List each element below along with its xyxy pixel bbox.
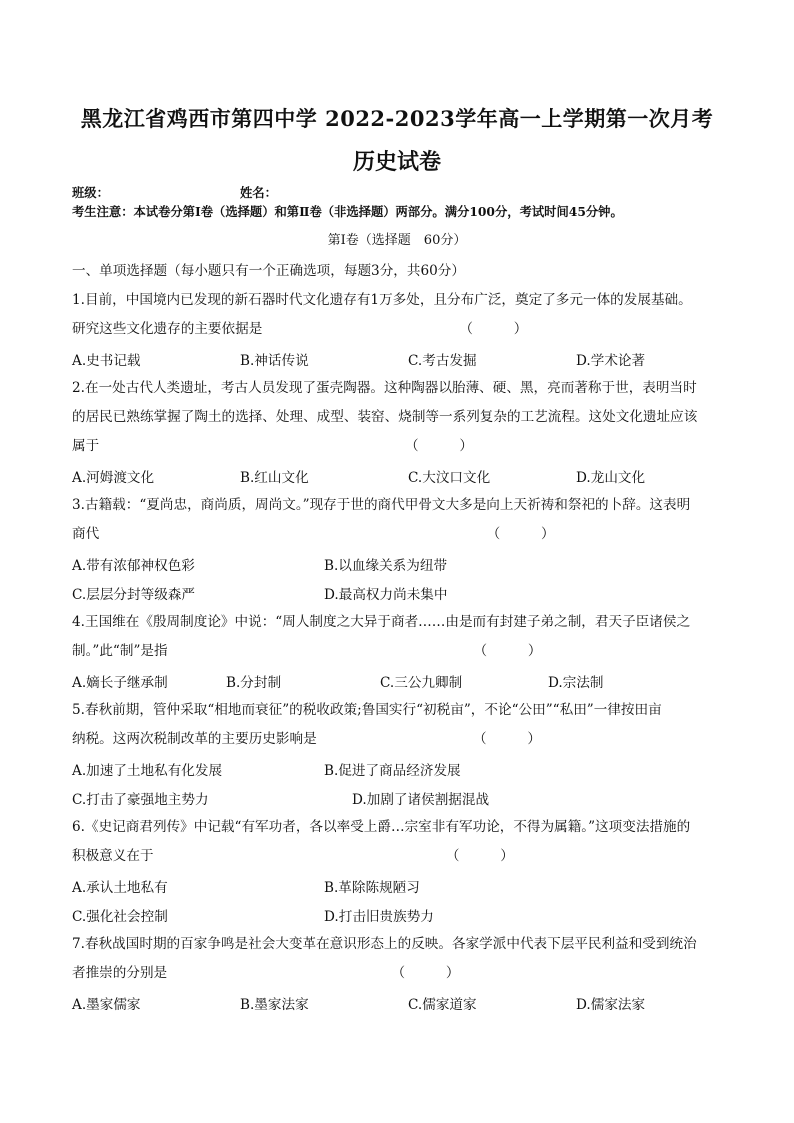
exam-subtitle: 历史试卷: [352, 149, 441, 175]
question-2-option-b: B.红山文化: [240, 470, 309, 486]
question-2-option-c: C.大汶口文化: [408, 470, 491, 486]
question-4-line-1: 4.王国维在《殷周制度论》中说：“周人制度之大异于商者……由是而有封建子弟之制，君天子臣诸侯之: [72, 614, 691, 630]
question-1-option-d: D.学术论著: [576, 353, 646, 369]
question-2-line-1: 2.在一处古代人类遗址，考古人员发现了蛋壳陶器。这种陶器以胎薄、硬、黑，亮而著称于世，表明当时: [72, 380, 697, 396]
name-label: 姓名：: [240, 185, 277, 200]
question-3-option-d: D.最高权力尚未集中: [324, 587, 448, 603]
question-3-option-c: C.层层分封等级森严: [72, 587, 195, 603]
section-instruction: 一、单项选择题（每小题只有一个正确选项，每题3分，共60分）: [72, 263, 465, 279]
question-4-line-2: 制。”此“制”是指 （ ）: [72, 643, 542, 659]
question-1-option-a: A.史书记载: [72, 353, 141, 369]
question-2-option-d: D.龙山文化: [576, 470, 646, 486]
question-2-line-2: 的居民已熟练掌握了陶土的选择、处理、成型、装窑、烧制等一系列复杂的工艺流程。这处文化遗址应该: [72, 409, 698, 425]
question-5-option-a: A.加速了土地私有化发展: [72, 763, 223, 779]
question-1-line-2: 研究这些文化遗存的主要依据是 （ ）: [72, 321, 528, 337]
question-1-option-b: B.神话传说: [240, 353, 309, 369]
question-3-line-2: 商代 （ ）: [72, 526, 555, 542]
question-7-line-2: 者推崇的分别是 （ ）: [72, 965, 460, 981]
question-4-option-b: B.分封制: [226, 675, 282, 691]
question-4-option-d: D.宗法制: [548, 675, 604, 691]
exam-title: 黑龙江省鸡西市第四中学 2022-2023学年高一上学期第一次月考: [80, 106, 714, 131]
question-7-option-b: B.墨家法家: [240, 997, 309, 1013]
class-label: 班级：: [72, 185, 109, 200]
question-5-option-b: B.促进了商品经济发展: [324, 763, 461, 779]
question-2-option-a: A.河姆渡文化: [72, 470, 155, 486]
question-2-line-3: 属于 （ ）: [72, 438, 474, 454]
student-info-row: [72, 183, 732, 203]
question-6-line-2: 积极意义在于 （ ）: [72, 848, 514, 864]
question-1-option-c: C.考古发掘: [408, 353, 477, 369]
question-3-option-a: A.带有浓郁神权色彩: [72, 558, 195, 574]
question-4-option-c: C.三公九卿制: [380, 675, 463, 691]
question-6-option-a: A.承认土地私有: [72, 880, 168, 896]
question-7-option-a: A.墨家儒家: [72, 997, 141, 1013]
question-4-option-a: A.嫡长子继承制: [72, 675, 168, 691]
question-6-option-d: D.打击旧贵族势力: [324, 909, 434, 925]
question-3-option-b: B.以血缘关系为纽带: [324, 558, 448, 574]
question-7-option-c: C.儒家道家: [408, 997, 477, 1013]
question-7-line-1: 7.春秋战国时期的百家争鸣是社会大变革在意识形态上的反映。各家学派中代表下层平民利益和受到统治: [72, 936, 697, 952]
question-5-option-c: C.打击了豪强地主势力: [72, 792, 209, 808]
section-title: 第Ⅰ卷（选择题 60分）: [327, 233, 467, 248]
question-7-option-d: D.儒家法家: [576, 997, 646, 1013]
question-6-line-1: 6.《史记商君列传》中记载“有军功者，各以率受上爵…宗室非有军功论，不得为属籍。”这项变法措施的: [72, 819, 691, 835]
question-6-option-c: C.强化社会控制: [72, 909, 168, 925]
question-3-line-1: 3.古籍载：“夏尚忠，商尚质，周尚文。”现存于世的商代甲骨文大多是向上天祈祷和祭祀的卜辞。这表明: [72, 497, 691, 513]
exam-notice: 考生注意：本试卷分第Ⅰ卷（选择题）和第Ⅱ卷（非选择题）两部分。满分100分，考试时间45分钟。: [72, 204, 623, 219]
question-5-option-d: D.加剧了诸侯割据混战: [352, 792, 490, 808]
question-6-option-b: B.革除陈规陋习: [324, 880, 420, 896]
question-5-line-2: 纳税。这两次税制改革的主要历史影响是 （ ）: [72, 731, 541, 747]
question-5-line-1: 5.春秋前期，管仲采取“相地而衰征”的税收政策;鲁国实行“初税亩”，不论“公田”“私田”一律按田亩: [72, 702, 662, 718]
question-1-line-1: 1.目前，中国境内已发现的新石器时代文化遗存有1万多处，且分布广泛，奠定了多元一体的发展基础。: [72, 292, 692, 308]
